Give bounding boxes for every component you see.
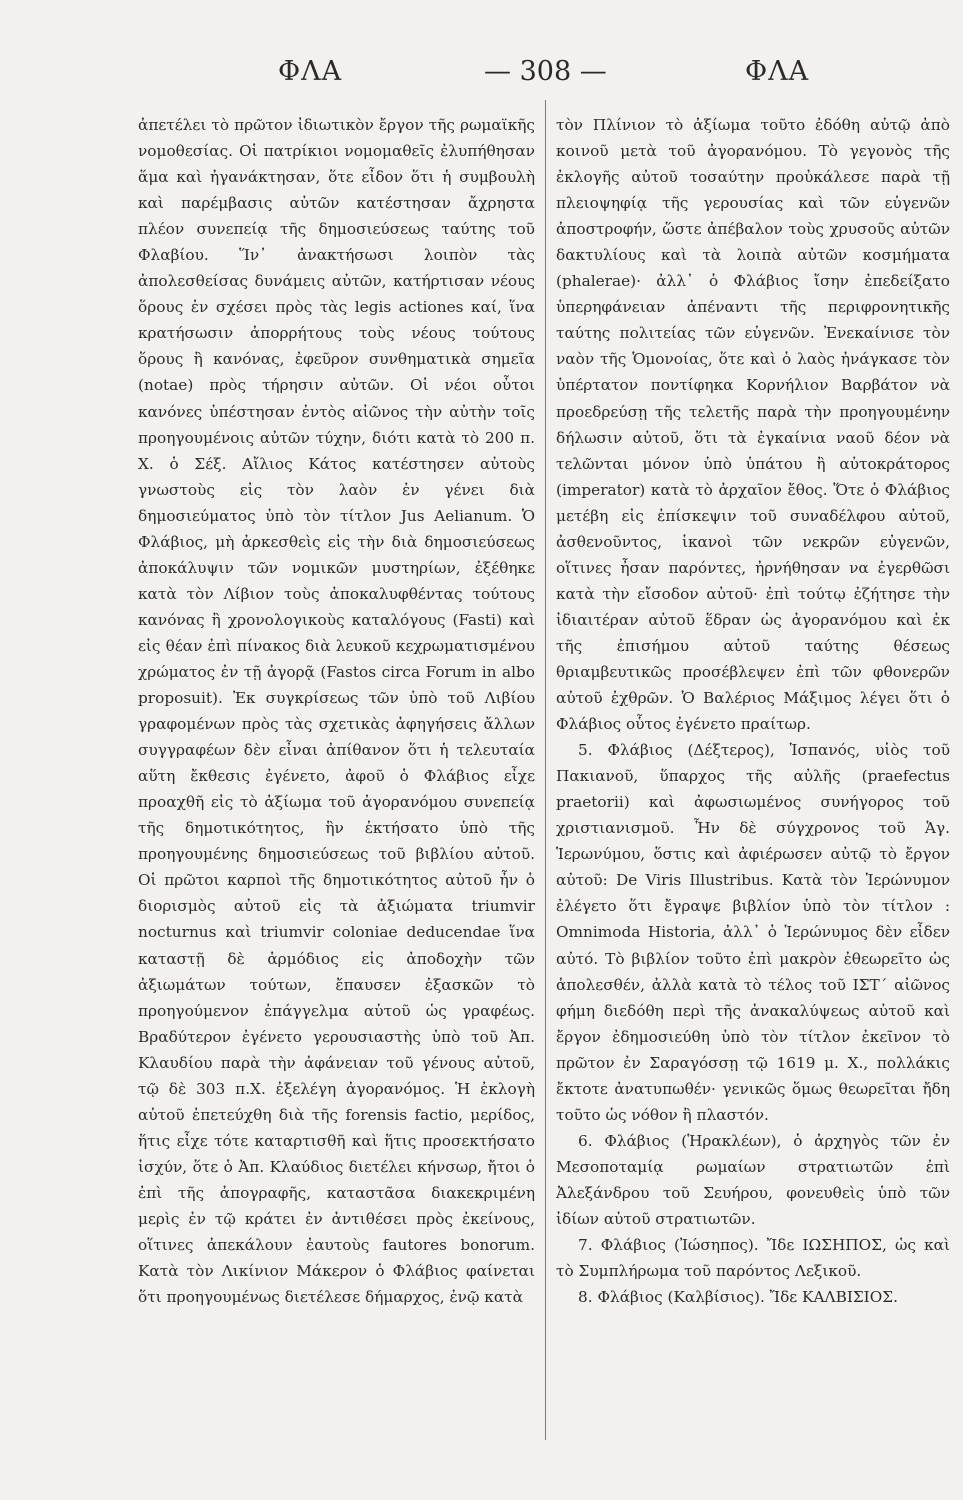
page-number: — 308 — (484, 56, 607, 87)
entry-flavius-heracleon: 6. Φλάβιος (Ἡρακλέων), ὁ ἀρχηγὸς τῶν ἐν Μεσοποταμίᾳ ρωμαίων στρατιωτῶν ἐπὶ Ἀλεξάνδρου τοῦ Σευήρου, φονευθεὶς ὑπὸ τῶν ἰδίων αὐτοῦ στρατιωτῶν. (556, 1131, 950, 1228)
entry-text-continued-right: τὸν Πλίνιον τὸ ἀξίωμα τοῦτο ἐδόθη αὐτῷ ἀπὸ κοινοῦ μετὰ τοῦ ἀγορανόμου. Τὸ γεγονὸς τῆς ἐκλογῆς αὐτοῦ τοσαύτην προὐκάλεσε παρὰ τῇ πλειοψηφίᾳ τῆς γερουσίας καὶ τῶν εὐγενῶν ἀποστροφήν, ὥστε ἀπέβαλον τοὺς χρυσοῦς αὐτῶν δακτυλίους καὶ τὰ λοιπὰ αὐτῶν κοσμήματα (phalerae)· ἀλλ᾽ ὁ Φλάβιος ἴσην ἐπεδείξατο ὑπερηφάνειαν ἀπέναντι τῆς περιφρονητικῆς ταύτης πολιτείας τῶν εὐγενῶν. Ἐνεκαίνισε τὸν ναὸν τῆς Ὁμονοίας, ὅτε καὶ ὁ λαὸς ἠνάγκασε τὸν ὑπέρτατον ποντίφηκα Κορνήλιον Βαρβάτον νὰ προεδρεύσῃ τῆς τελετῆς παρὰ τὴν προηγουμένην δήλωσιν αὐτοῦ, ὅτι τὰ ἐγκαίνια ναοῦ δέον νὰ τελῶνται μόνον ὑπὸ ὑπάτου ἢ αὐτοκράτορος (imperator) κατὰ τὸ ἀρχαῖον ἔθος. Ὅτε ὁ Φλάβιος μετέβη εἰς ἐπίσκεψιν τοῦ συναδέλφου αὐτοῦ, ἀσθενοῦντος, ἱκανοὶ τῶν νεκρῶν εὐγενῶν, οἵτινες ἦσαν παρόντες, ἠρνήθησαν να ἐγερθῶσι κατὰ τὴν εἴσοδον αὐτοῦ· ἐπὶ τούτῳ ἐζήτησε τὴν ἰδιαιτέραν αὐτοῦ ἕδραν ὡς ἀγορανόμου καὶ ἐκ τῆς ἐπισήμου αὐτοῦ ταύτης θέσεως θριαμβευτικῶς προσέβλεψεν ἐπὶ τῶν φθονερῶν αὐτοῦ ἐχθρῶν. Ὁ Βαλέριος Μάξιμος λέγει ὅτι ὁ Φλάβιος οὗτος ἐγένετο πραίτωρ. (556, 116, 950, 734)
entry-flavius-josephus: 7. Φλάβιος (Ἰώσηπος). Ἴδε ΙΩΣΗΠΟΣ, ὡς καὶ τὸ Συμπλήρωμα τοῦ παρόντος Λεξικοῦ. (556, 1236, 950, 1281)
column-divider (545, 100, 546, 1440)
page-header (0, 56, 963, 96)
left-column (138, 112, 535, 1310)
right-column (556, 112, 950, 1310)
entry-flavius-dexter: 5. Φλάβιος (Δέξτερος), Ἱσπανός, υἱὸς τοῦ Πακιανοῦ, ὕπαρχος τῆς αὐλῆς (praefectus praetorii) καὶ ἀφωσιωμένος συνήγορος τοῦ χριστιανισμοῦ. Ἦν δὲ σύγχρονος τοῦ Ἁγ. Ἱερωνύμου, ὅστις καὶ ἀφιέρωσεν αὐτῷ τὸ ἔργον αὐτοῦ: De Viris Illustribus. Κατὰ τὸν Ἱερώνυμον ἐλέγετο ὅτι ἔγραψε βιβλίον ὑπὸ τὸν τίτλον : Omnimoda Historia, ἀλλ᾽ ὁ Ἱερώνυμος δὲν εἶδεν αὐτό. Τὸ βιβλίον τοῦτο ἐπὶ μακρὸν ἐθεωρεῖτο ὡς ἀπολεσθέν, ἀλλὰ κατὰ τὸ τέλος τοῦ ΙΣΤ´ αἰῶνος φήμη διεδόθη περὶ τῆς ἀνακαλύψεως αὐτοῦ καὶ ἔργον ἐδημοσιεύθη ὑπὸ τὸν τίτλον ἐκεῖνον τὸ πρῶτον ἐν Σαραγόσσῃ τῷ 1619 μ. Χ., πολλάκις ἔκτοτε ἀνατυπωθέν· γενικῶς ὅμως θεωρεῖται ἤδη τοῦτο ὡς νόθον ἢ πλαστόν. (556, 741, 950, 1124)
running-head-left: ΦΛΑ (278, 56, 343, 87)
entry-text-continued: ἀπετέλει τὸ πρῶτον ἰδιωτικὸν ἔργον τῆς ρωμαϊκῆς νομοθεσίας. Οἱ πατρίκιοι νομομαθεῖς ἐλυπήθησαν ἅμα καὶ ἠγανάκτησαν, ὅτε εἶδον ὅτι ἡ συμβουλὴ καὶ παρέμβασις αὐτῶν κατέστησαν ἄχρηστα πλέον συνεπείᾳ τῆς δημοσιεύσεως ταύτης τοῦ Φλαβίου. Ἵν᾽ ἀνακτήσωσι λοιπὸν τὰς ἀπολεσθείσας δυνάμεις αὐτῶν, κατήρτισαν νέους ὅρους ἐν σχέσει πρὸς τὰς legis actiones καί, ἵνα κρατήσωσιν ἀπορρήτους τοὺς νέους τούτους ὅρους ἢ κανόνας, ἐφεῦρον συνθηματικὰ σημεῖα (notae) πρὸς τήρησιν αὐτῶν. Οἱ νέοι οὗτοι κανόνες ὑπέστησαν ἐντὸς αἰῶνος τὴν αὐτὴν τοῖς προηγουμένοις αὐτῶν τύχην, διότι κατὰ τὸ 200 π. Χ. ὁ Σέξ. Αἴλιος Κάτος κατέστησεν αὐτοὺς γνωστοὺς εἰς τὸν λαὸν ἐν γένει διὰ δημοσιεύματος ὑπὸ τὸν τίτλον Jus Aelianum. Ὁ Φλάβιος, μὴ ἀρκεσθεὶς εἰς τὴν διὰ δημοσιεύσεως ἀποκάλυψιν τῶν νομικῶν μυστηρίων, ἐξέθηκε κατὰ τὸν Λίβιον τοὺς ἀποκαλυφθέντας τούτους κανόνας ἢ χρονολογικοὺς καταλόγους (Fasti) καὶ εἰς θέαν ἐπὶ πίνακος διὰ λευκοῦ κεχρωματισμένου χρώματος ἐν τῇ ἀγορᾷ (Fastos circa Forum in albo proposuit). Ἐκ συγκρίσεως τῶν ὑπὸ τοῦ Λιβίου γραφομένων πρὸς τὰς σχετικὰς ἀφηγήσεις ἄλλων συγγραφέων δὲν εἶναι ἀπίθανον ὅτι ἡ τελευταία αὕτη ἔκθεσις ἐγένετο, ἀφοῦ ὁ Φλάβιος εἶχε προαχθῆ εἰς τὸ ἀξίωμα τοῦ ἀγορανόμου συνεπείᾳ τῆς δημοτικότητος, ἣν ἐκτήσατο ὑπὸ τῆς προηγουμένης δημοσιεύσεως τοῦ βιβλίου αὐτοῦ. Οἱ πρῶτοι καρποὶ τῆς δημοτικότητος αὐτοῦ ἦν ὁ διορισμὸς αὐτοῦ εἰς τὰ ἀξιώματα triumvir nocturnus καὶ triumvir coloniae deducendae ἵνα καταστῇ δὲ ἁρμόδιος εἰς ἀποδοχὴν τῶν ἀξιωμάτων τούτων, ἔπαυσεν ἐξασκῶν τὸ προηγούμενον ἐπάγγελμα αὐτοῦ ὡς γραφέως. Βραδύτερον ἐγένετο γερουσιαστὴς ὑπὸ τοῦ Ἀπ. Κλαυδίου παρὰ τὴν ἀφάνειαν τοῦ γένους αὐτοῦ, τῷ δὲ 303 π.Χ. ἐξελέγη ἀγορανόμος. Ἡ ἐκλογὴ αὐτοῦ ἐπετεύχθη διὰ τῆς forensis factio, μερίδος, ἥτις εἶχε τότε καταρτισθῆ καὶ ἥτις προσεκτήσατο ἰσχύν, ὅτε ὁ Ἀπ. Κλαύδιος διετέλει κήνσωρ, ἤτοι ὁ ἐπὶ τῆς ἀπογραφῆς, καταστᾶσα διακεκριμένη μερὶς ἐν τῷ κράτει ἐν ἀντιθέσει πρὸς ἐκείνους, οἵτινες ἀπεκάλουν ἑαυτοὺς fautores bonorum. Κατὰ τὸν Λικίνιον Μάκερον ὁ Φλάβιος φαίνεται ὅτι προηγουμένως διετέλεσε δήμαρχος, ἐνῷ κατὰ (138, 116, 535, 1307)
entry-flavius-calvisius: 8. Φλάβιος (Καλβίσιος). Ἴδε ΚΑΛΒΙΣΙΟΣ. (578, 1288, 898, 1307)
running-head-right: ΦΛΑ (745, 56, 810, 87)
